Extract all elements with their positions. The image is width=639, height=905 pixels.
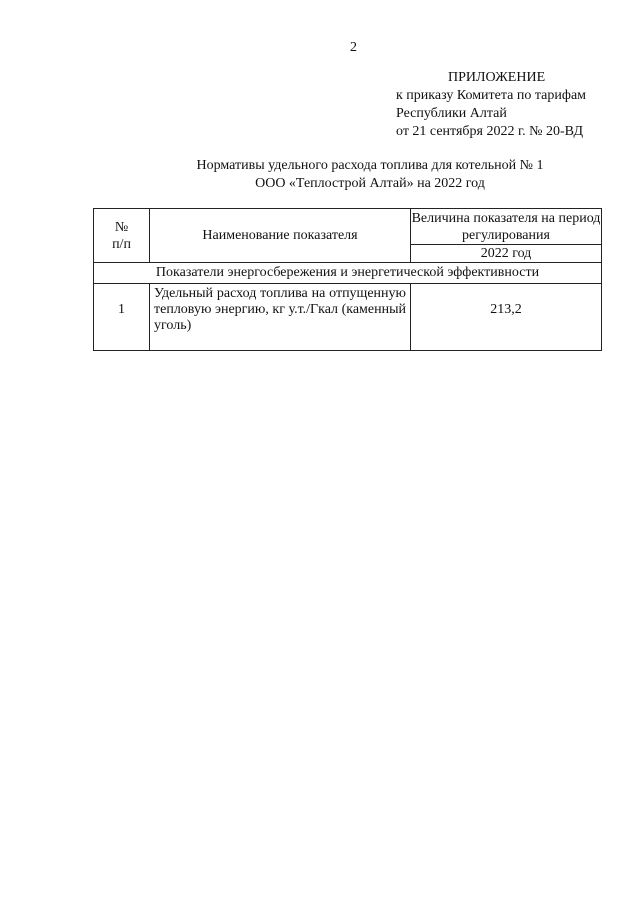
header-number-symbol: № bbox=[114, 219, 129, 235]
row-name-cell: Удельный расход топлива на отпущенную тепловую энергию, кг у.т./Гкал (каменный уголь) bbox=[150, 284, 411, 351]
table-row bbox=[94, 284, 602, 351]
document-title-line-1: Нормативы удельного расхода топлива для котельной № 1 bbox=[196, 158, 544, 173]
document-title-line-2: ООО «Теплострой Алтай» на 2022 год bbox=[255, 176, 485, 191]
row-number-cell: 1 bbox=[94, 284, 150, 351]
norms-table bbox=[93, 208, 602, 351]
appendix-republic-line: Республики Алтай bbox=[396, 106, 507, 121]
appendix-block bbox=[396, 69, 626, 141]
header-value-cell: Величина показателя на период регулирования bbox=[411, 210, 601, 243]
document-title bbox=[140, 157, 600, 193]
table-section-row bbox=[94, 263, 602, 284]
appendix-title: ПРИЛОЖЕНИЕ bbox=[448, 70, 546, 85]
header-number-abbrev: п/п bbox=[112, 236, 131, 252]
header-period-cell: 2022 год bbox=[411, 245, 602, 263]
appendix-date-line: от 21 сентября 2022 г. № 20-ВД bbox=[396, 124, 583, 139]
header-name-cell: Наименование показателя bbox=[150, 209, 411, 263]
header-number-cell bbox=[94, 209, 150, 263]
row-value-cell: 213,2 bbox=[411, 284, 602, 351]
section-title-cell: Показатели энергосбережения и энергетической эффективности bbox=[94, 263, 602, 284]
page-number: 2 bbox=[350, 40, 357, 55]
appendix-order-line: к приказу Комитета по тарифам bbox=[396, 88, 587, 103]
table-header-row bbox=[94, 209, 602, 245]
